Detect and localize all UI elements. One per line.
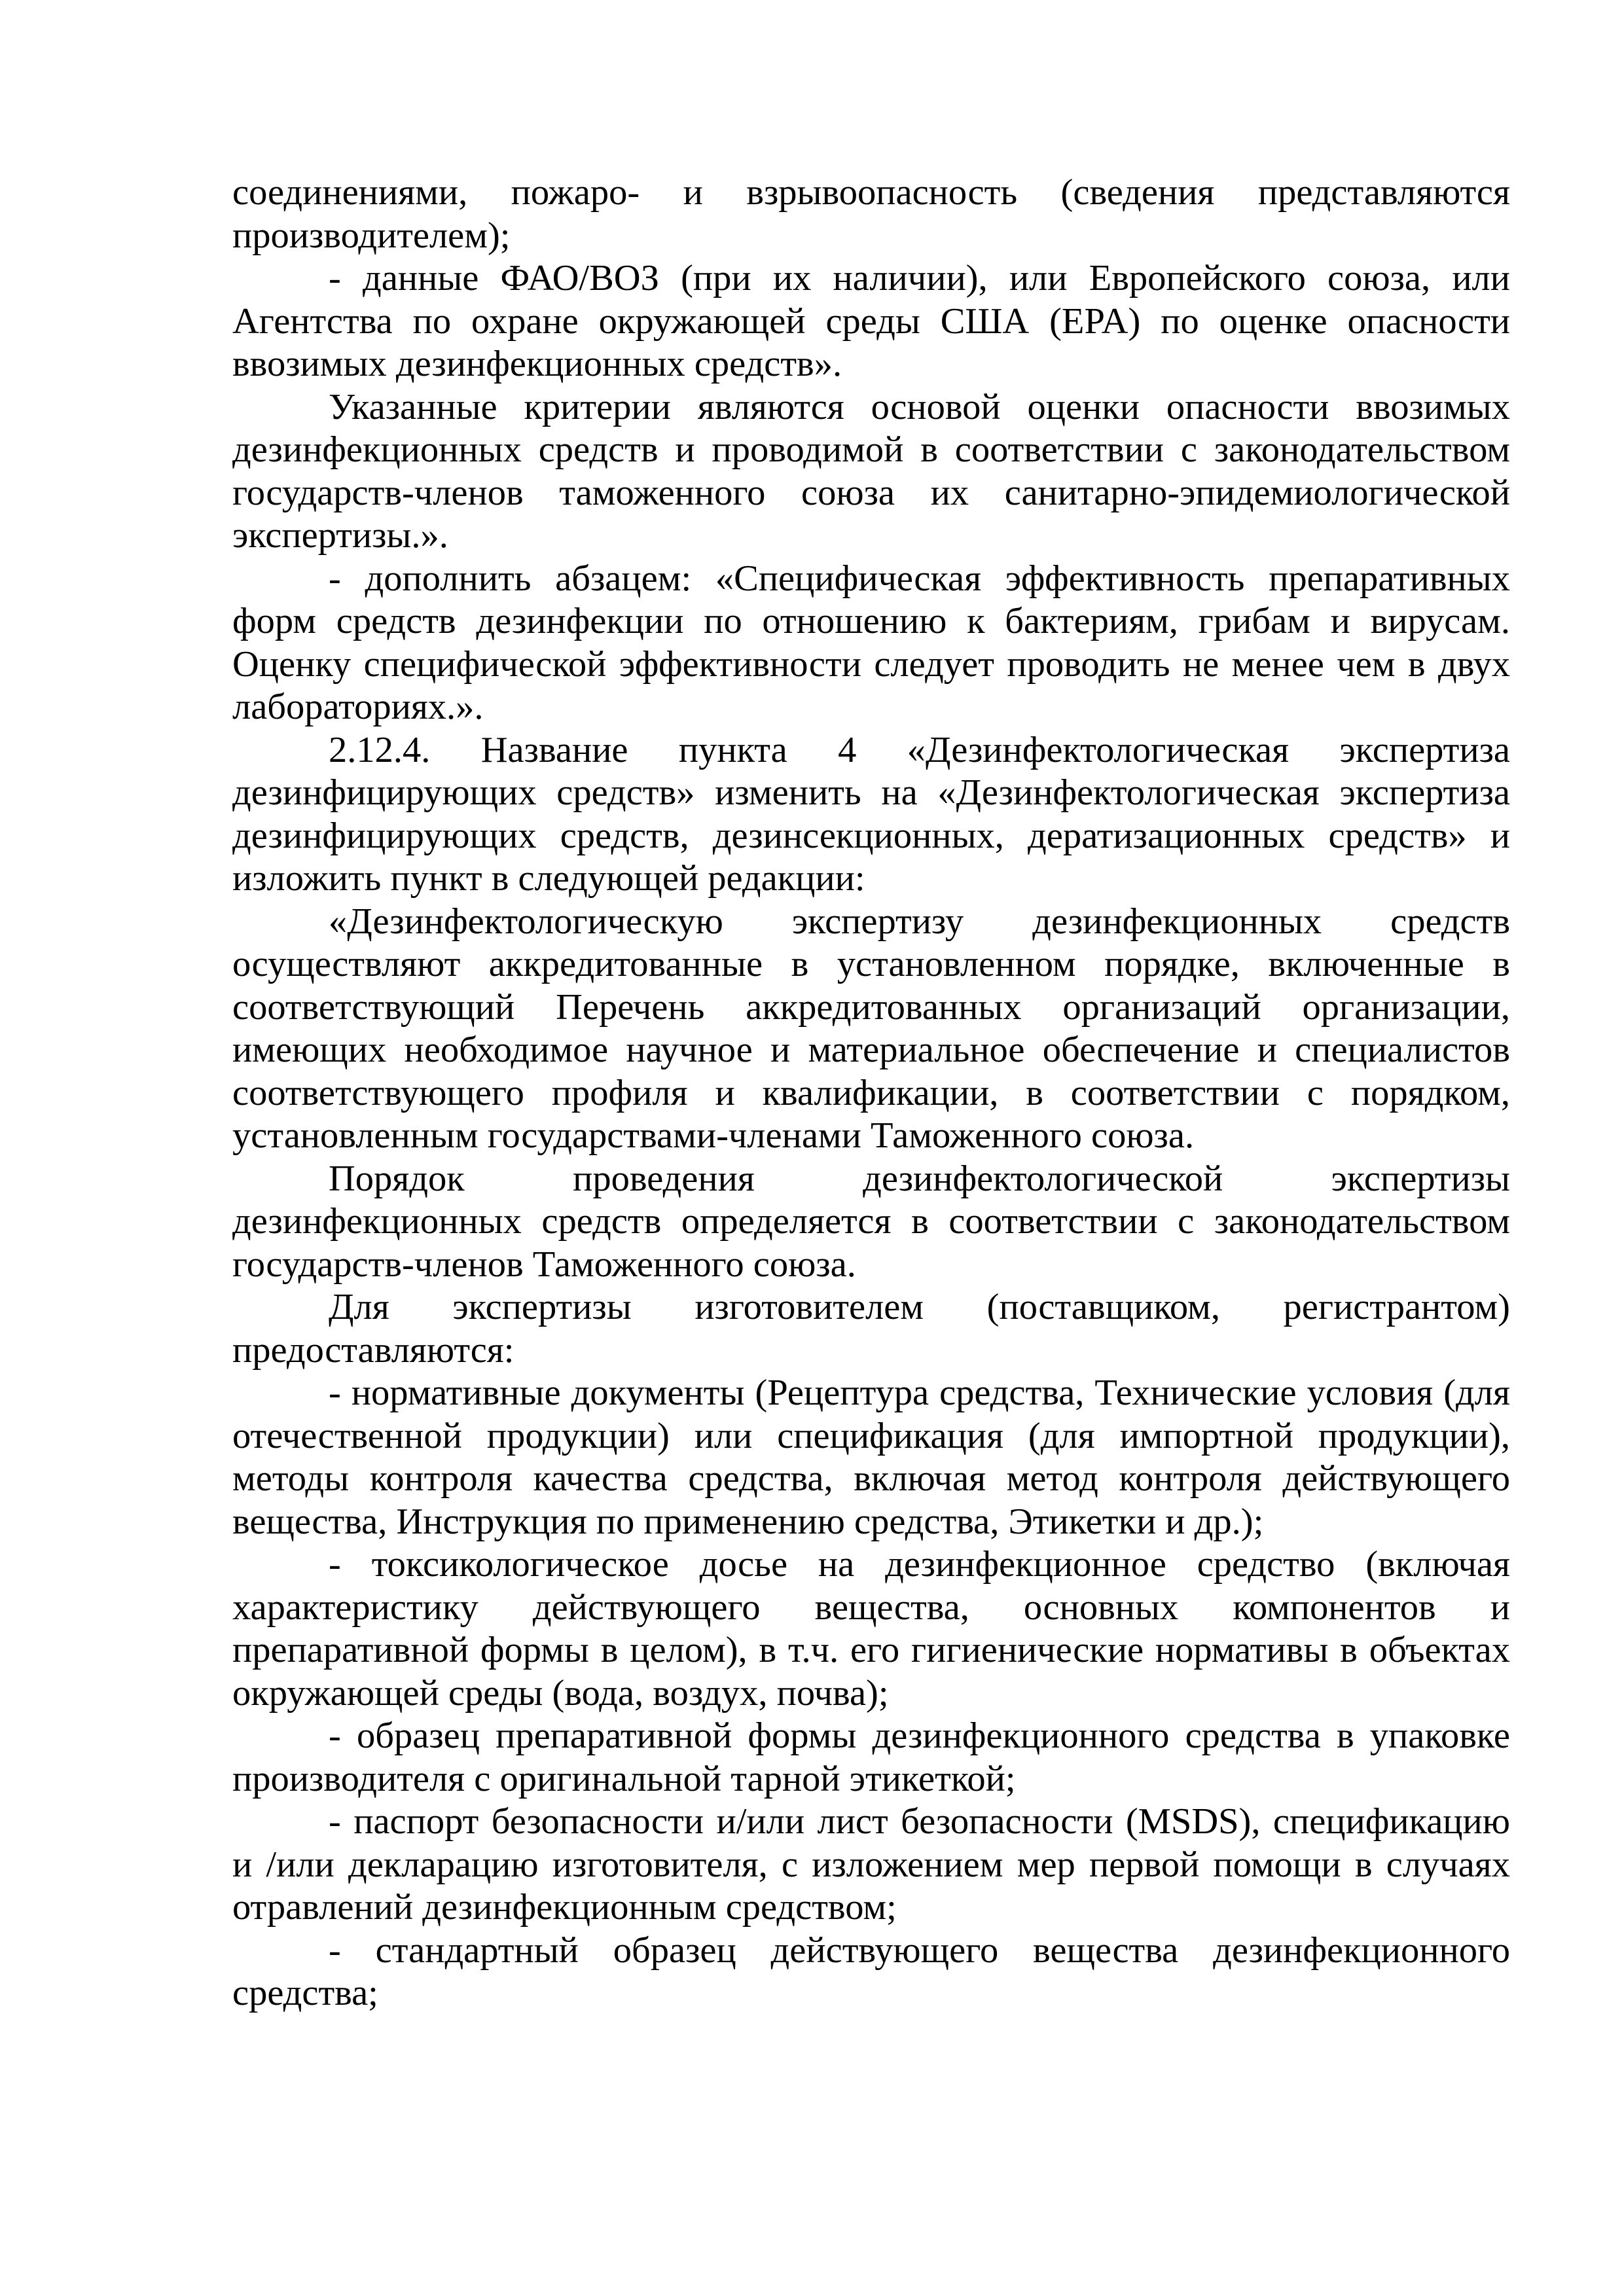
list-item-normative-documents: - нормативные документы (Рецептура средства, Технические условия (для отечественной продукции) или спецификация (для импортной продукции), методы контроля качества средства, включая метод контроля действующего вещества, Инструкция по применению средства, Этикетки и др.); — [232, 1372, 1510, 1542]
paragraph-section-2-12-4: 2.12.4. Название пункта 4 «Дезинфектологическая экспертиза дезинфицирующих средств» изменить на «Дезинфектологическая экспертиза дезинфицирующих средств, дезинсекционных, дератизационных средств» и изложить пункт в следующей редакции: — [232, 729, 1510, 899]
paragraph-fao-who-data: - данные ФАО/ВОЗ (при их наличии), или Европейского союза, или Агентства по охране окружающей среды США (EPA) по оценке опасности ввозимых дезинфекционных средств». — [232, 258, 1510, 384]
list-item-reference-standard: - стандартный образец действующего вещества дезинфекционного средства; — [232, 1929, 1510, 2013]
paragraph-accredited-organizations: «Дезинфектологическую экспертизу дезинфекционных средств осуществляют аккредитованные в установленном порядке, включенные в соответствующий Перечень аккредитованных организаций организации, имеющих необходимое научное и материальное обеспечение и специалистов соответствующего профиля и квалификации, в соответствии с порядком, установленным государствами-членами Таможенного союза. — [232, 901, 1510, 1156]
list-item-toxicological-dossier: - токсикологическое досье на дезинфекционное средство (включая характеристику действующего вещества, основных компонентов и препаративной формы в целом), в т.ч. его гигиенические нормативы в объектах окружающей среды (вода, воздух, почва); — [232, 1544, 1510, 1713]
paragraph-hazard-data: соединениями, пожаро- и взрывоопасность (сведения представляются производителем); — [232, 172, 1510, 256]
paragraph-criteria: Указанные критерии являются основой оценки опасности ввозимых дезинфекционных средств и проводимой в соответствии с законодательством государств-членов таможенного союза их санитарно-эпидемиологической экспертизы.». — [232, 386, 1510, 556]
document-page — [232, 171, 1510, 2015]
paragraph-expertise-procedure: Порядок проведения дезинфектологической экспертизы дезинфекционных средств определяется в соответствии с законодательством государств-членов Таможенного союза. — [232, 1158, 1510, 1285]
paragraph-documents-provided: Для экспертизы изготовителем (поставщиком, регистрантом) предоставляются: — [232, 1287, 1510, 1371]
paragraph-specific-efficacy: - дополнить абзацем: «Специфическая эффективность препаративных форм средств дезинфекции по отношению к бактериям, грибам и вирусам. Оценку специфической эффективности следует проводить не менее чем в двух лабораториях.». — [232, 558, 1510, 727]
list-item-product-sample: - образец препаративной формы дезинфекционного средства в упаковке производителя с оригинальной тарной этикеткой; — [232, 1715, 1510, 1799]
list-item-safety-data-sheet: - паспорт безопасности и/или лист безопасности (MSDS), спецификацию и /или декларацию изготовителя, с изложением мер первой помощи в случаях отравлений дезинфекционным средством; — [232, 1801, 1510, 1928]
